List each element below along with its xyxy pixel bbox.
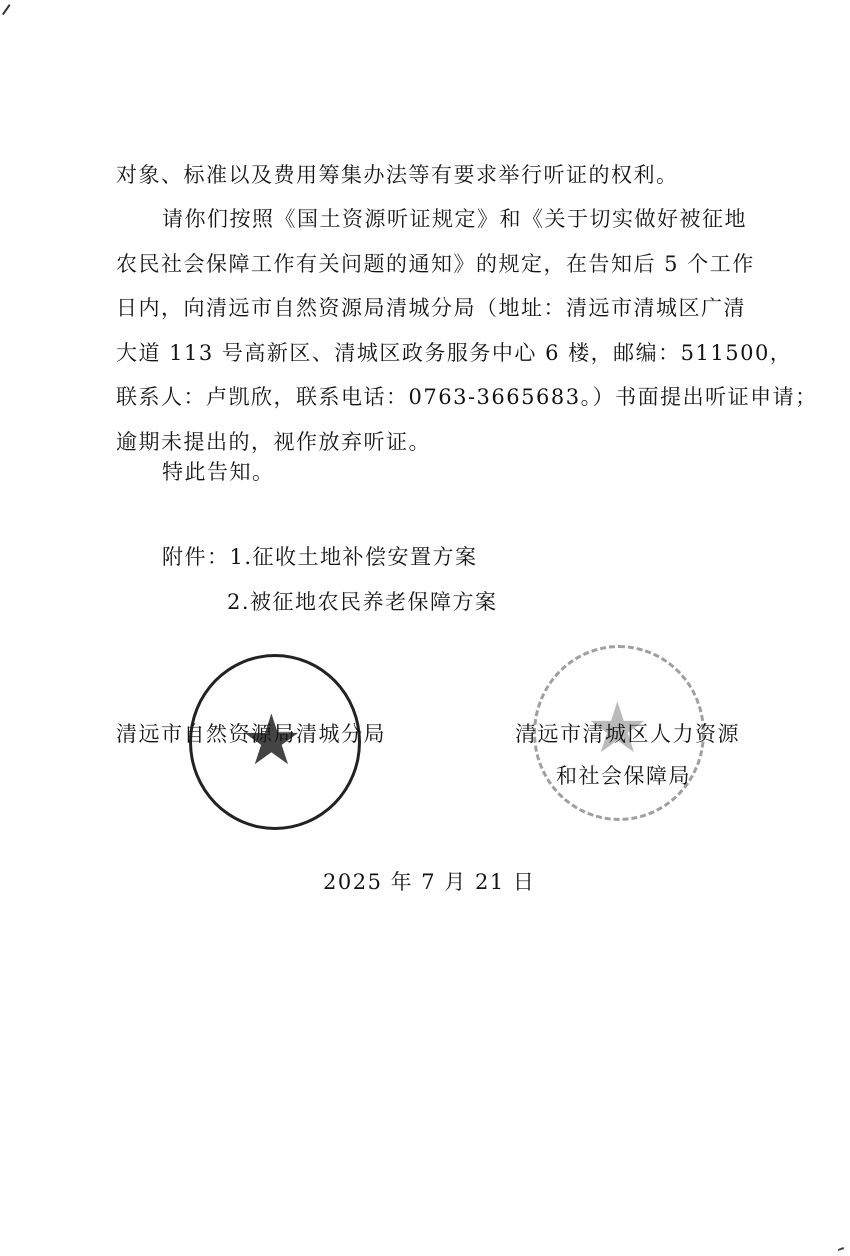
attachment-item: 2.被征地农民养老保障方案 (227, 589, 498, 614)
attachment-line (116, 535, 766, 580)
closing-paragraph (116, 450, 766, 495)
star-icon: ★ (586, 687, 649, 769)
text-line: 联系人：卢凯欣，联系电话：0763-3665683。）书面提出听证申请； (116, 385, 818, 409)
text-line: 请你们按照《国土资源听证规定》和《关于切实做好被征地 (162, 207, 747, 231)
signatory-name: 清远市清城区人力资源 (515, 722, 740, 746)
attachments-label: 附件： (162, 545, 230, 569)
body-paragraph-2 (116, 197, 818, 464)
attachment-line (116, 580, 766, 625)
signatory-name: 和社会保障局 (556, 764, 691, 788)
scan-mark (2, 4, 11, 15)
document-date: 2025 年 7 月 21 日 (323, 870, 536, 894)
text-line: 特此告知。 (162, 460, 275, 484)
scan-mark (838, 1247, 844, 1251)
attachments (116, 535, 766, 624)
text-line: 对象、标准以及费用筹集办法等有要求举行听证的权利。 (116, 163, 679, 187)
signatory-name: 清远市自然资源局清城分局 (116, 722, 386, 746)
text-line: 农民社会保障工作有关问题的通知》的规定，在告知后 5 个工作 (116, 251, 755, 276)
attachment-item: 1.征收土地补偿安置方案 (229, 545, 478, 569)
star-icon: ★ (240, 699, 303, 781)
text-line: 日内，向清远市自然资源局清城分局（地址：清远市清城区广清 (116, 296, 746, 320)
signatory-2-line-2 (556, 760, 691, 790)
body-paragraph-1 (116, 153, 766, 198)
text-line: 逾期未提出的，视作放弃听证。 (116, 429, 431, 454)
signatory-2-line-1 (515, 718, 740, 748)
signatory-1 (116, 718, 386, 748)
text-line: 大道 113 号高新区、清城区政务服务中心 6 楼，邮编：511500， (116, 340, 793, 365)
